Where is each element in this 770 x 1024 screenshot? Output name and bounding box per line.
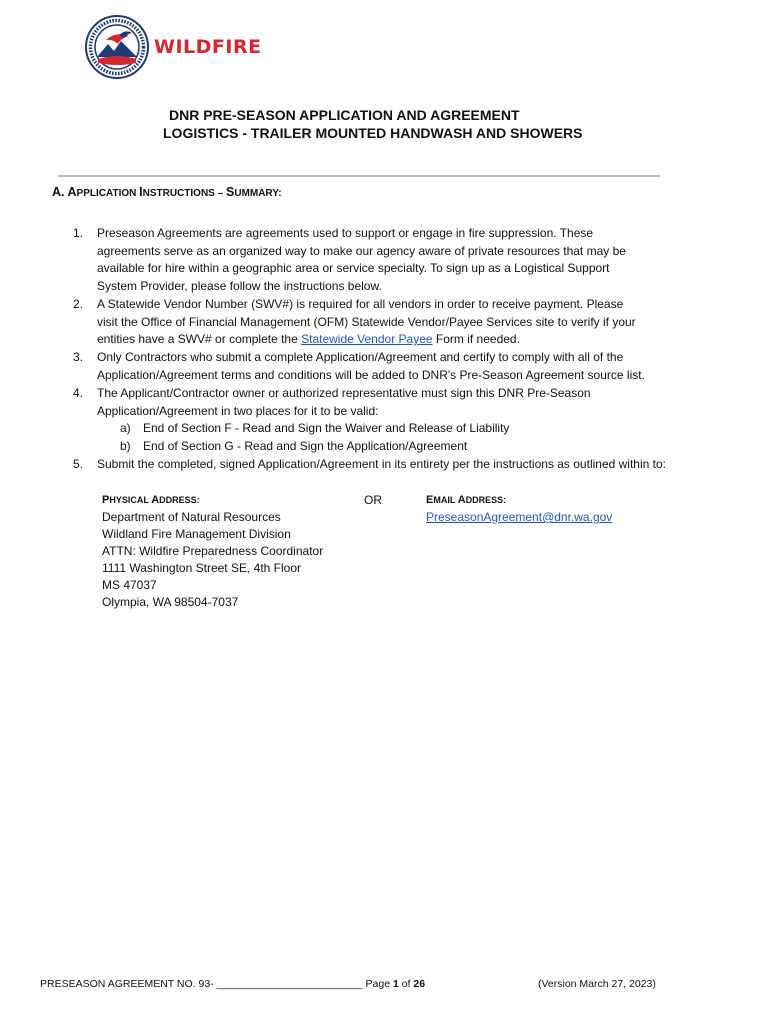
list-item-line: agreements serve as an organized way to make our agency aware of private resources that may be (97, 243, 626, 258)
list-item-number: 4. (73, 386, 84, 400)
address-line: ATTN: Wildfire Preparedness Coordinator (102, 544, 324, 558)
list-item-text (97, 456, 672, 474)
list-item-line: available for hire within a geographic area or service specialty. To sign up as a Logistical Support (97, 261, 610, 276)
page-number: 1 (392, 978, 399, 990)
heading-char: A (151, 494, 160, 506)
list-item-text (97, 225, 672, 295)
footer-version: (Version March 27, 2023) (538, 978, 656, 990)
wildfire-wordmark: WILDFIRE (154, 36, 262, 58)
list-item-line: Preseason Agreements are agreements used to support or engage in fire suppression. These (97, 226, 594, 240)
physical-address-block (102, 492, 323, 611)
section-heading-part: PPLICATION (76, 188, 140, 199)
list-item-text (97, 349, 672, 384)
footer-agreement-number (40, 978, 425, 990)
list-item-line: Submit the completed, signed Application/Agreement in its entirety per the instructions as outlined within to: (97, 457, 666, 471)
page-label: Page (365, 978, 393, 990)
heading-char: P (102, 494, 110, 506)
section-heading-part: NSTRUCTIONS – (142, 188, 226, 199)
heading-part: HYSICAL (109, 495, 152, 505)
list-item-line (97, 331, 672, 349)
document-title-line-1: DNR PRE-SEASON APPLICATION AND AGREEMENT (169, 107, 520, 123)
list-item-text-fragment: Form if needed. (432, 332, 520, 347)
heading-part: DDRESS: (159, 495, 200, 505)
statewide-vendor-payee-link[interactable]: Statewide Vendor Payee (301, 332, 433, 347)
list-item-line: A Statewide Vendor Number (SWV#) is required for all vendors in order to receive payment. Please (97, 297, 624, 311)
page-of-label: of (398, 978, 414, 990)
list-item-line: System Provider, please follow the instructions below. (97, 278, 382, 293)
section-heading-char: A (67, 185, 77, 199)
section-a-heading (52, 185, 282, 199)
agreement-number-text: PRESEASON AGREEMENT NO. 93- _________________________ (40, 978, 363, 990)
sub-item-text: End of Section F - Read and Sign the Waiver and Release of Liability (143, 421, 510, 435)
list-item-number: 2. (73, 297, 84, 311)
section-heading-part: UMMARY: (234, 188, 282, 199)
email-link[interactable]: PreseasonAgreement@dnr.wa.gov (426, 510, 613, 524)
email-address-heading (426, 492, 612, 509)
list-item-line: Application/Agreement in two places for it to be valid: (97, 403, 379, 418)
list-item-line: visit the Office of Financial Management (OFM) Statewide Vendor/Payee Services site to verify if your (97, 314, 636, 329)
heading-char: E (426, 494, 434, 506)
horizontal-divider (58, 175, 660, 177)
physical-address-heading (102, 492, 323, 509)
list-item-line: Only Contractors who submit a complete Application/Agreement and certify to comply with all of the (97, 350, 624, 364)
dnr-wildfire-logo (84, 14, 262, 82)
list-item-text-fragment: entities have a SWV# or complete the (97, 332, 302, 347)
address-line: Olympia, WA 98504-7037 (102, 595, 239, 609)
document-title-line-2: LOGISTICS - TRAILER MOUNTED HANDWASH AND SHOWERS (163, 125, 583, 141)
dnr-seal-icon (84, 14, 150, 80)
heading-part: DDRESS: (465, 495, 507, 505)
address-line: MS 47037 (102, 578, 157, 592)
list-item-number: 5. (73, 457, 84, 471)
section-letter: A. (52, 185, 68, 199)
page-total: 26 (413, 978, 426, 990)
heading-part: MAIL (433, 495, 458, 505)
list-item-number: 3. (73, 350, 84, 364)
address-line: Department of Natural Resources (102, 510, 281, 524)
email-address-block (426, 492, 612, 526)
sub-item-letter: b) (120, 439, 131, 453)
list-item-number: 1. (73, 226, 84, 240)
section-heading-char: I (139, 185, 143, 199)
or-separator: OR (364, 493, 382, 507)
address-line: 1111 Washington Street SE, 4th Floor (102, 561, 301, 575)
address-line: Wildland Fire Management Division (102, 527, 291, 541)
sub-item-letter: a) (120, 421, 131, 435)
list-item-line: The Applicant/Contractor owner or authorized representative must sign this DNR Pre-Season (97, 386, 591, 400)
list-item-text (97, 385, 672, 420)
sub-item-text: End of Section G - Read and Sign the Application/Agreement (143, 439, 468, 453)
heading-char: A (457, 494, 466, 506)
section-heading-char: S (225, 185, 235, 199)
list-item-text (97, 296, 672, 349)
list-item-line: Application/Agreement terms and conditions will be added to DNR's Pre-Season Agreement source list. (97, 367, 645, 382)
